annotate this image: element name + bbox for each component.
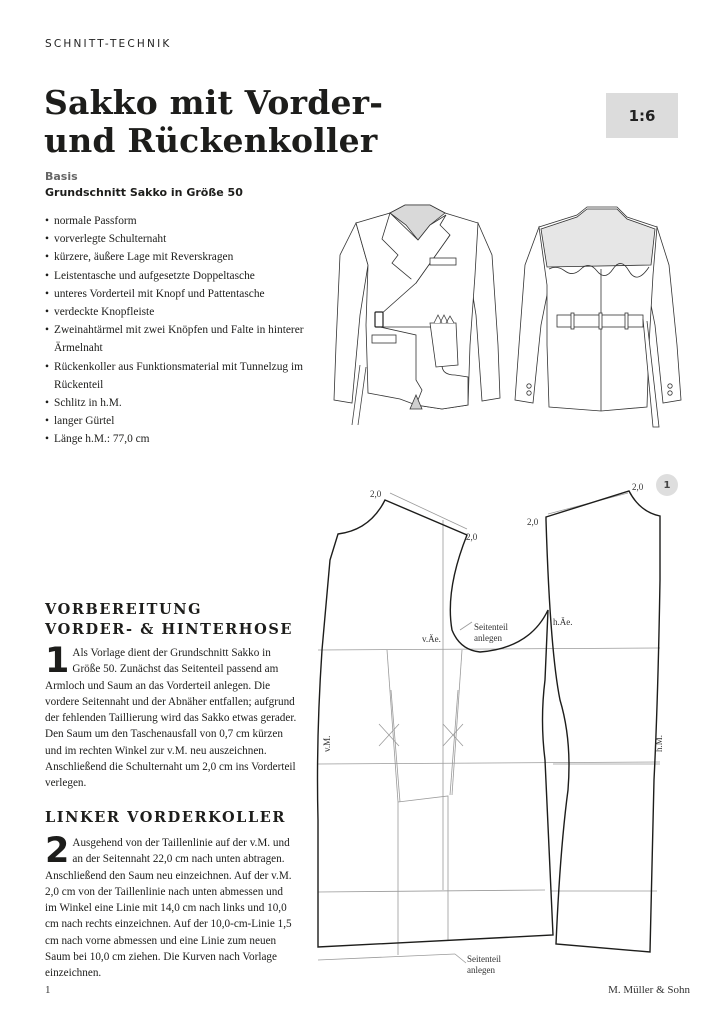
step-number-1: 1 <box>45 641 70 681</box>
feature-item: • kürzere, äußere Lage mit Reverskragen <box>45 248 315 266</box>
feature-item: • langer Gürtel <box>45 412 315 430</box>
step-1-paragraph <box>45 641 297 792</box>
heading-line-1: LINKER VORDERKOLLER <box>45 809 287 826</box>
guide-dart-1a <box>387 650 398 802</box>
feature-item: • Länge h.M.: 77,0 cm <box>45 430 315 448</box>
heading-line-1: VORBEREITUNG <box>45 601 203 618</box>
feature-item: • unteres Vorderteil mit Knopf und Pattentasche <box>45 285 315 303</box>
front-pattern-outline <box>318 500 554 947</box>
label-h-ae: h.Äe. <box>553 617 573 627</box>
step-badge: 1 <box>656 474 678 496</box>
label-side-panel-1a: Seitenteil <box>474 622 508 632</box>
label-side-panel-2b: anlegen <box>467 965 495 975</box>
guide-hip-line <box>318 890 545 892</box>
step-1-text: Als Vorlage dient der Grundschnitt Sakko in Größe 50. Zunächst das Seitenteil passend am Armloch und Saum an das Vorderteil anlegen. Die vordere Seitennaht und der Abnäher entfallen; aufgrund der fehlenden Taillierung wird das Sakko etwas gerader. Den Saum um den Taschenausfall von 0,7 cm kürzen und im rechten Winkel zur v.M. neu auszeichnen. Anschließend die Schulternaht um 2,0 cm ins Vorderteil verlegen. <box>45 647 297 790</box>
back-pattern-outline <box>546 491 660 952</box>
feature-item: • verdeckte Knopfleiste <box>45 303 315 321</box>
label-side-panel-1b: anlegen <box>474 633 502 643</box>
step-number-2: 2 <box>45 831 70 871</box>
feature-item: • Rückenkoller aus Funktionsmaterial mit Tunnelzug im Rückenteil <box>45 358 315 394</box>
title-line-2: und Rückenkoller <box>44 121 378 160</box>
page-number: 1 <box>45 984 51 996</box>
label-v-m: v.M. <box>322 735 332 752</box>
label-shoulder-front-a: 2,0 <box>370 489 382 499</box>
guide-armhole-line <box>318 648 660 650</box>
guide-hem-old <box>318 954 455 960</box>
scale-badge: 1:6 <box>606 93 678 138</box>
step-2-paragraph <box>45 831 297 982</box>
title-line-1: Sakko mit Vorder- <box>44 83 384 122</box>
basis-label: Basis <box>45 170 78 183</box>
feature-item: • Schlitz in h.M. <box>45 394 315 412</box>
feature-item: • normale Passform <box>45 212 315 230</box>
label-shoulder-back-a: 2,0 <box>527 517 539 527</box>
guide-dart-2b <box>450 690 458 795</box>
guide-leader-2 <box>455 954 466 963</box>
section-heading-preparation <box>45 600 293 640</box>
guide-pocket-shape <box>398 796 448 940</box>
label-shoulder-back-b: 2,0 <box>632 482 644 492</box>
step-2-text: Ausgehend von der Taillenlinie auf der v.M. und an der Seitennaht 22,0 cm nach unten abtragen. Anschließend den Saum neu einzeichnen. Auf der v.M. 2,0 cm von der Taillenlinie nach unten abmessen und im Winkel eine Linie mit 14,0 cm nach links und 10,0 cm nach rechts einzeichnen. Auf der 10,0-cm-Linie 1,5 cm nach vorne abmessen und eine Linie zum neuen Saum bei 10,0 cm ziehen. Die Kurven nach Vorlage einzeichnen. <box>45 837 292 980</box>
guide-leader-1 <box>460 622 472 630</box>
label-v-ae: v.Äe. <box>422 634 441 644</box>
guide-dart-2a <box>452 650 462 795</box>
feature-item: • Leistentasche und aufgesetzte Doppeltasche <box>45 267 315 285</box>
guide-shoulder-front <box>390 493 467 529</box>
feature-item: • vorverlegte Schulternaht <box>45 230 315 248</box>
label-h-m: h.M. <box>654 734 664 752</box>
publisher: M. Müller & Sohn <box>608 984 690 996</box>
label-side-panel-2a: Seitenteil <box>467 954 501 964</box>
heading-line-2: VORDER- & HINTERHOSE <box>45 621 294 638</box>
feature-item: • Zweinahtärmel mit zwei Knöpfen und Falte in hinterer Ärmelnaht <box>45 321 315 357</box>
section-heading-left-front-yoke <box>45 808 286 828</box>
section-kicker: SCHNITT-TECHNIK <box>45 38 172 50</box>
label-shoulder-front-b: 2,0 <box>466 532 478 542</box>
basis-value: Grundschnitt Sakko in Größe 50 <box>45 186 243 199</box>
